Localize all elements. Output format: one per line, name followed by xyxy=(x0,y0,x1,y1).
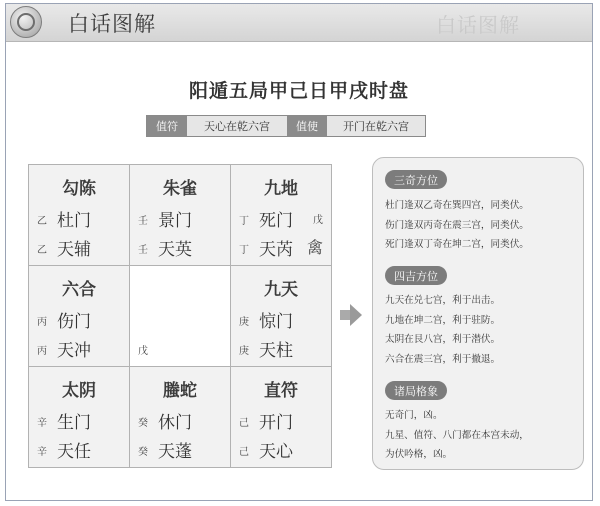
text-line: 为伏吟格，凶。 xyxy=(385,449,453,460)
spirit-label: 朱雀 xyxy=(163,179,197,199)
spirit-label: 六合 xyxy=(62,280,96,300)
door-label: 杜门 xyxy=(57,211,91,231)
door-label: 生门 xyxy=(57,413,91,433)
star-label: 天任 xyxy=(57,442,91,462)
spirit-label: 直符 xyxy=(264,381,298,401)
chart-title: 阳遁五局甲己日甲戌时盘 xyxy=(188,80,409,102)
palace-cell xyxy=(130,367,230,467)
spirit-label: 九地 xyxy=(264,179,298,199)
stem-label: 庚 xyxy=(239,317,249,328)
extra-stem-label: 戊 xyxy=(313,215,323,226)
text-line: 伤门逢双丙奇在震三宫，同类伏。 xyxy=(385,219,529,231)
text-line: 杜门逢双乙奇在巽四宫，同类伏。 xyxy=(385,200,529,211)
spirit-label: 勾陈 xyxy=(62,179,96,199)
palace-cell xyxy=(130,165,230,265)
stem-label: 乙 xyxy=(37,216,47,227)
page-frame xyxy=(5,3,593,501)
stem-label: 辛 xyxy=(37,418,47,429)
header-title: 白话图解 xyxy=(68,12,156,36)
palace-cell xyxy=(29,266,129,366)
star-label: 天英 xyxy=(158,240,192,260)
extra-star-label: 禽 xyxy=(306,238,323,257)
stem-label: 丁 xyxy=(239,245,249,256)
arrow-right-icon xyxy=(340,310,350,320)
star-label: 天心 xyxy=(259,442,293,462)
stem-label: 丙 xyxy=(37,346,47,357)
door-label: 死门 xyxy=(259,211,293,231)
text-line: 死门逢双丁奇在坤二宫，同类伏。 xyxy=(385,239,529,250)
door-label: 休门 xyxy=(158,413,192,433)
stem-label: 癸 xyxy=(138,418,148,429)
section-text-ge xyxy=(385,406,581,465)
zhishi-label: 值使 xyxy=(287,116,327,136)
palace-cell xyxy=(231,367,331,467)
star-label: 天芮 xyxy=(259,240,293,260)
stem-label: 丙 xyxy=(37,317,47,328)
star-label: 天柱 xyxy=(259,341,293,361)
palace-cell xyxy=(231,266,331,366)
text-line: 六合在震三宫，利于撤退。 xyxy=(385,353,501,365)
stem-label: 己 xyxy=(239,447,249,458)
header-bar xyxy=(6,4,592,42)
text-line: 九地在坤二宫，利于驻防。 xyxy=(385,314,501,326)
stem-label: 丁 xyxy=(239,216,249,227)
section-title-ji: 四吉方位 xyxy=(385,266,447,285)
palace-cell xyxy=(231,165,331,265)
arrow-head-icon xyxy=(350,304,362,326)
door-label: 伤门 xyxy=(57,312,91,332)
spirit-label: 九天 xyxy=(264,280,298,300)
text-line: 太阴在艮八宫，利于潜伏。 xyxy=(385,334,501,345)
stem-label: 壬 xyxy=(138,245,148,256)
door-label: 开门 xyxy=(259,413,293,433)
stem-label: 己 xyxy=(239,418,249,429)
section-text-qi xyxy=(385,196,581,255)
star-label: 天冲 xyxy=(57,341,91,361)
palace-cell xyxy=(29,367,129,467)
spirit-label: 螣蛇 xyxy=(163,381,197,401)
door-label: 景门 xyxy=(158,211,192,231)
stem-label: 壬 xyxy=(138,216,148,227)
center-stem-label: 戊 xyxy=(138,346,148,357)
center-palace-cell xyxy=(130,266,230,366)
star-label: 天辅 xyxy=(57,240,91,260)
star-label: 天蓬 xyxy=(158,442,192,462)
palace-grid xyxy=(28,164,332,468)
text-line: 无奇门，凶。 xyxy=(385,410,443,421)
zhishi-value: 开门在乾六宫 xyxy=(327,116,425,136)
section-title-qi: 三奇方位 xyxy=(385,170,447,189)
header-watermark: 白话图解 xyxy=(436,13,520,37)
stem-label: 癸 xyxy=(138,447,148,458)
stem-label: 乙 xyxy=(37,245,47,256)
stem-label: 辛 xyxy=(37,447,47,458)
section-text-ji xyxy=(385,291,581,369)
stem-label: 庚 xyxy=(239,346,249,357)
palace-cell xyxy=(29,165,129,265)
zhifu-value: 天心在乾六宫 xyxy=(187,116,287,136)
analysis-panel xyxy=(372,157,584,470)
duty-bar xyxy=(146,115,426,137)
zhifu-label: 值符 xyxy=(147,116,187,136)
text-line: 九星、值符、八门都在本宫未动， xyxy=(385,429,529,441)
section-title-ge: 诸局格象 xyxy=(385,381,447,400)
spirit-label: 太阴 xyxy=(62,381,96,401)
text-line: 九天在兑七宫，利于出击。 xyxy=(385,295,501,306)
door-label: 惊门 xyxy=(259,312,293,332)
logo-emblem-icon xyxy=(10,6,42,38)
